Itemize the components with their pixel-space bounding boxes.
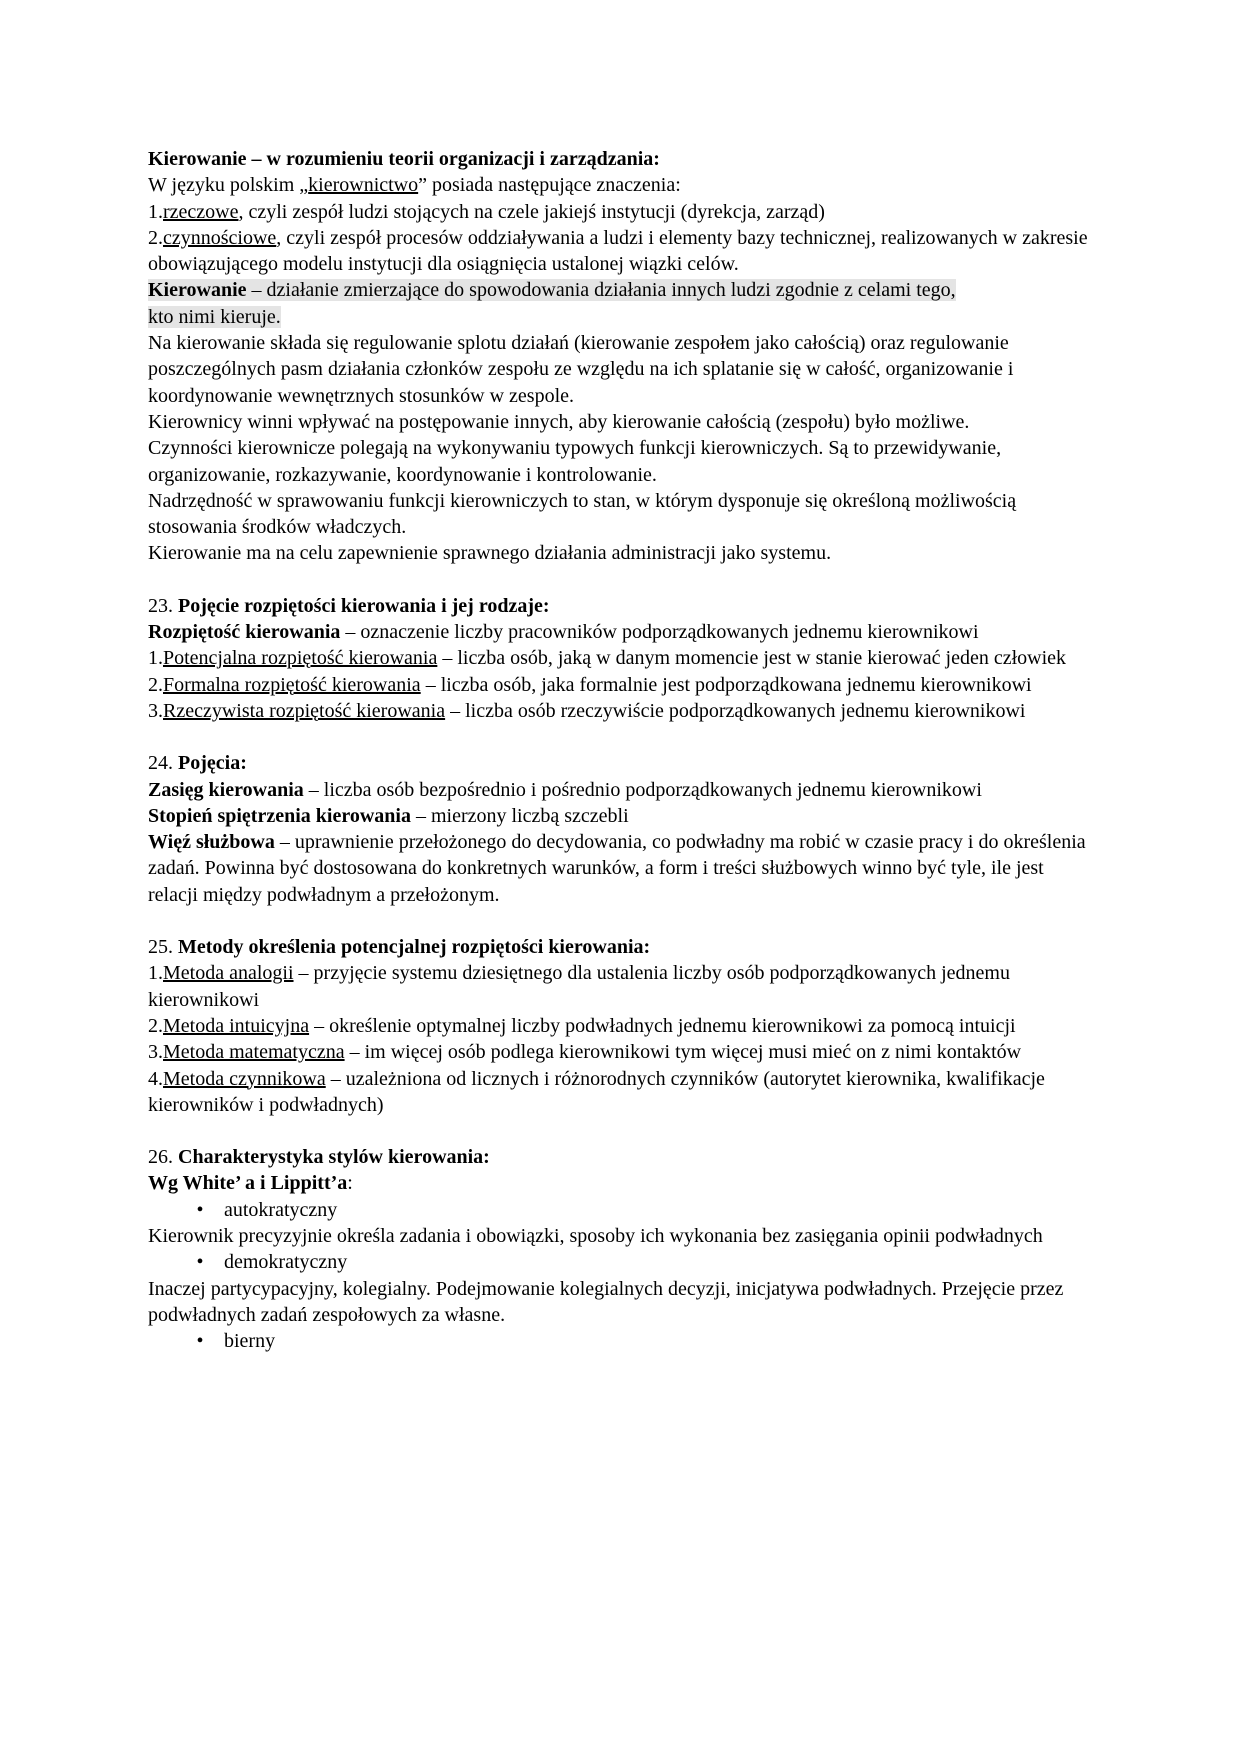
paragraph: Kierownicy winni wpływać na postępowanie innych, aby kierowanie całością (zespołu) było możliwe. [148, 410, 970, 433]
list-item: 2.Formalna rozpiętość kierowania – liczba osób, jaka formalnie jest podporządkowana jednemu kierownikowi [148, 673, 1032, 696]
meaning-2: 2.czynnościowe, czyli zespół procesów oddziaływania a ludzi i elementy bazy technicznej, realizowanych w zakresie obowiązującego modelu instytucji dla osiągnięcia ustalonej wiązki celów. [148, 226, 1088, 276]
bullet-item: • demokratyczny [148, 1249, 1098, 1275]
bullet-icon: • [196, 1330, 204, 1353]
paragraph: Nadrzędność w sprawowaniu funkcji kierowniczych to stan, w którym dysponuje się określoną możliwością stosowania środków władczych. [148, 489, 1017, 539]
list-item: 3.Rzeczywista rozpiętość kierowania – liczba osób rzeczywiście podporządkowanych jednemu kierownikowi [148, 699, 1026, 722]
paragraph: Na kierowanie składa się regulowanie splotu działań (kierowanie zespołem jako całością) oraz regulowanie poszczególnych pasm działania członków zespołu ze względu na ich splatanie się w całość, organizowanie i koordynowanie wewnętrznych stosunków w zespole. [148, 332, 1014, 407]
bullet-item: • bierny [148, 1328, 1098, 1354]
section-23-heading: 23. Pojęcie rozpiętości kierowania i jej rodzaje: [148, 594, 550, 617]
document-body [148, 146, 1098, 1354]
bullet-icon: • [196, 1198, 204, 1221]
list-item: 4.Metoda czynnikowa – uzależniona od licznych i różnorodnych czynników (autorytet kierownika, kwalifikacje kierowników i podwładnych) [148, 1067, 1045, 1116]
section-25-heading: 25. Metody określenia potencjalnej rozpiętości kierowania: [148, 936, 651, 959]
term-definition: Zasięg kierowania – liczba osób bezpośrednio i pośrednio podporządkowanych jednemu kierownikowi [148, 778, 982, 801]
paragraph: Kierownik precyzyjnie określa zadania i obowiązki, sposoby ich wykonania bez zasięgania opinii podwładnych [148, 1224, 1043, 1247]
term-definition: Stopień spiętrzenia kierowania – mierzony liczbą szczebli [148, 804, 629, 827]
definition-highlighted: Kierowanie – działanie zmierzające do spowodowania działania innych ludzi zgodnie z celami tego, kto nimi kieruje. [148, 279, 956, 328]
list-item: 3.Metoda matematyczna – im więcej osób podlega kierownikowi tym więcej musi mieć on z nimi kontaktów [148, 1041, 1022, 1064]
section-24-heading: 24. Pojęcia: [148, 752, 247, 775]
bullet-icon: • [196, 1251, 204, 1274]
span-definition: Rozpiętość kierowania – oznaczenie liczby pracowników podporządkowanych jednemu kierownikowi [148, 621, 979, 644]
paragraph: Czynności kierownicze polegają na wykonywaniu typowych funkcji kierowniczych. Są to przewidywanie, organizowanie, rozkazywanie, koordynowanie i kontrolowanie. [148, 437, 1002, 486]
subheading: Wg White’ a i Lippitt’a: [148, 1172, 353, 1195]
section-26-heading: 26. Charakterystyka stylów kierowania: [148, 1146, 490, 1169]
list-item: 2.Metoda intuicyjna – określenie optymalnej liczby podwładnych jednemu kierownikowi za pomocą intuicji [148, 1014, 1016, 1037]
intro-line: W języku polskim „kierownictwo” posiada następujące znaczenia: [148, 174, 681, 197]
meaning-1: 1.rzeczowe, czyli zespół ludzi stojących na czele jakiejś instytucji (dyrekcja, zarząd) [148, 200, 825, 223]
paragraph: Inaczej partycypacyjny, kolegialny. Podejmowanie kolegialnych decyzji, inicjatywa podwładnych. Przejęcie przez podwładnych zadań zespołowych za własne. [148, 1277, 1064, 1326]
list-item: 1.Metoda analogii – przyjęcie systemu dziesiętnego dla ustalenia liczby osób podporządkowanych jednemu kierownikowi [148, 962, 1010, 1011]
bullet-item: • autokratyczny [148, 1197, 1098, 1223]
paragraph: Kierowanie ma na celu zapewnienie sprawnego działania administracji jako systemu. [148, 542, 832, 565]
intro-heading: Kierowanie – w rozumieniu teorii organizacji i zarządzania: [148, 148, 660, 170]
term-definition: Więź służbowa – uprawnienie przełożonego do decydowania, co podwładny ma robić w czasie pracy i do określenia zadań. Powinna być dostosowana do konkretnych warunków, a form i treści służbowych winno być tyle, ile jest relacji między podwładnym a przełożonym. [148, 831, 1086, 906]
list-item: 1.Potencjalna rozpiętość kierowania – liczba osób, jaką w danym momencie jest w stanie kierować jeden człowiek [148, 647, 1067, 670]
